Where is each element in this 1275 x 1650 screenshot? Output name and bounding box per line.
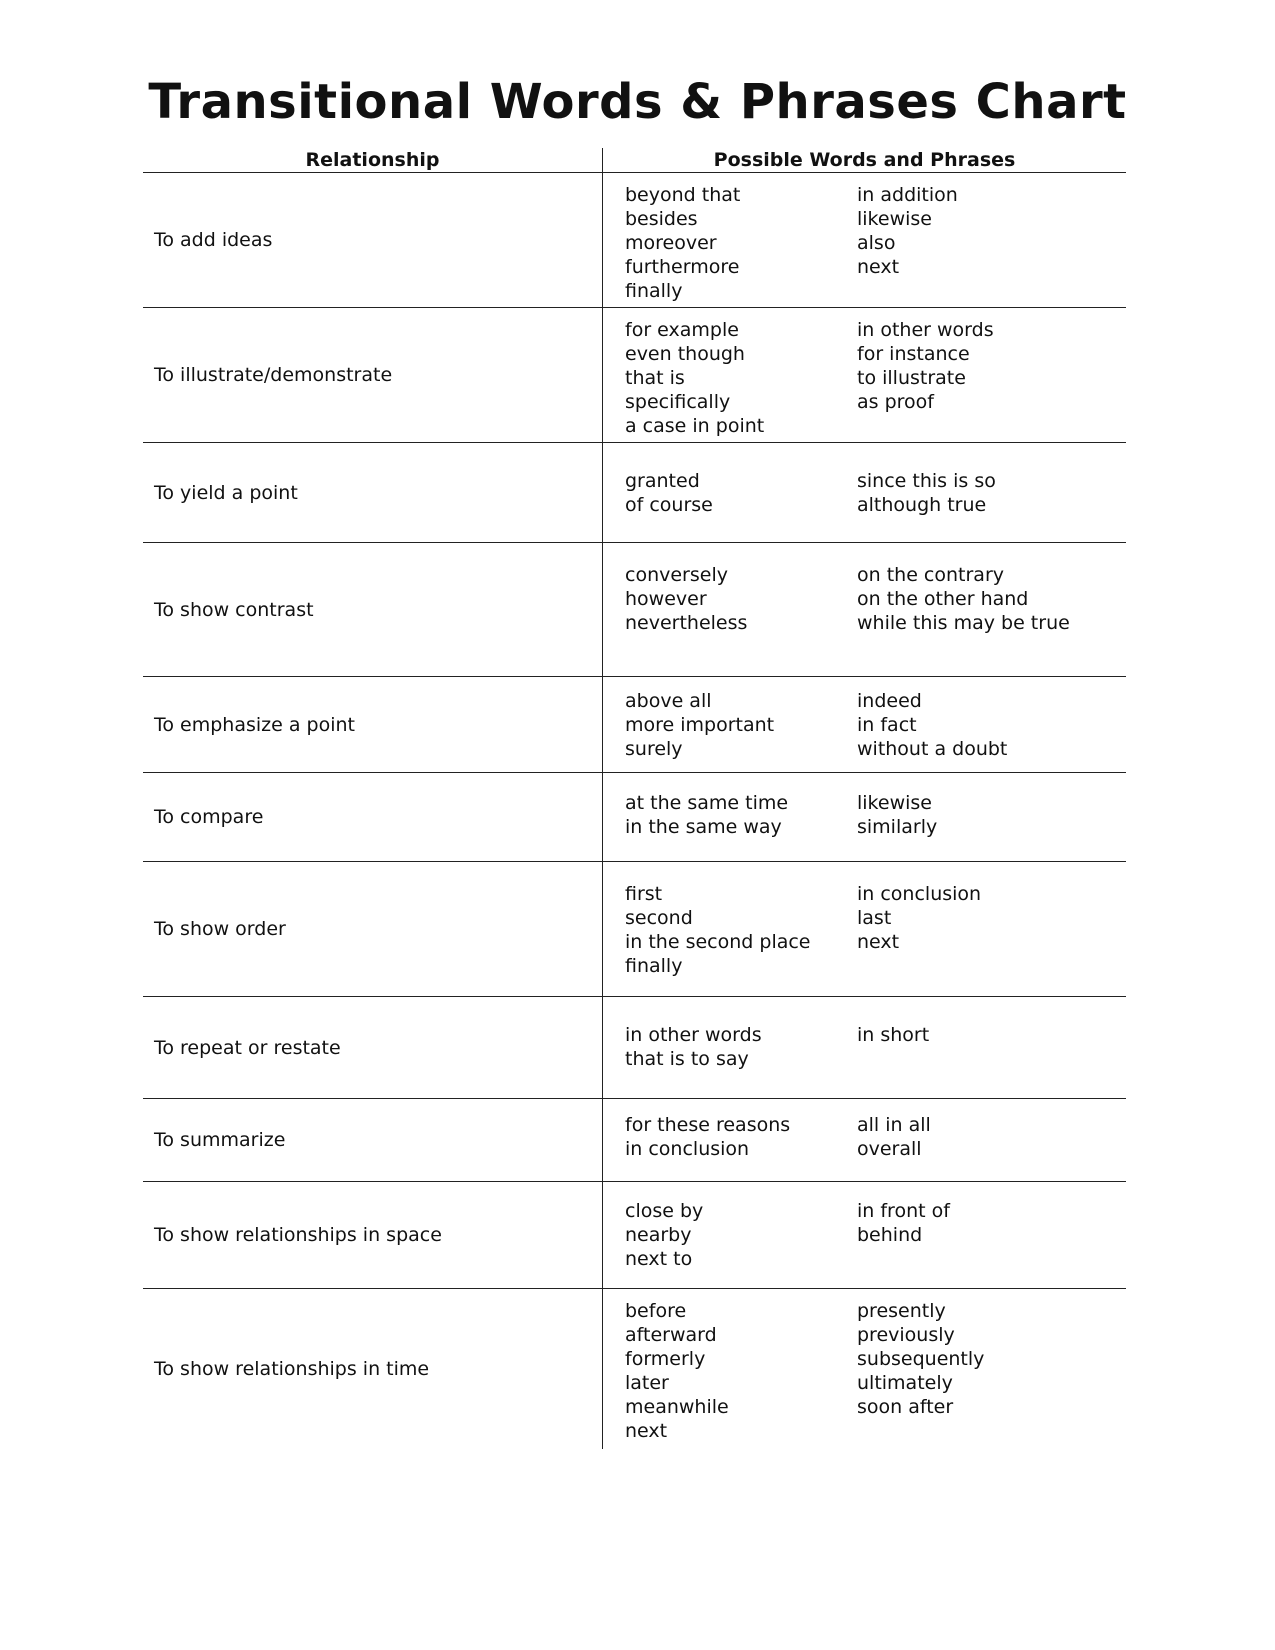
- phrase: in conclusion: [857, 883, 982, 905]
- words-cell: [603, 862, 1126, 996]
- phrase: conversely: [625, 564, 728, 586]
- phrase: nearby: [625, 1224, 692, 1246]
- phrase: in fact: [857, 714, 917, 736]
- relationship-cell: To yield a point: [143, 443, 603, 542]
- words-column: [857, 318, 1117, 442]
- phrase: next to: [625, 1248, 693, 1270]
- phrase: moreover: [625, 232, 717, 254]
- phrase: to illustrate: [857, 367, 966, 389]
- phrase: in short: [857, 1024, 930, 1046]
- phrase: as proof: [857, 391, 934, 413]
- phrase: although true: [857, 494, 987, 516]
- phrase: in other words: [857, 319, 994, 341]
- phrase: on the other hand: [857, 588, 1029, 610]
- phrase: likewise: [857, 792, 932, 814]
- phrase: more important: [625, 714, 775, 736]
- words-cell: [603, 997, 1126, 1098]
- relationship-cell: To add ideas: [143, 173, 603, 307]
- words-column: [857, 563, 1117, 676]
- table-row: [143, 443, 1126, 543]
- phrase: next: [857, 931, 900, 953]
- phrase: for instance: [857, 343, 970, 365]
- phrase: granted: [625, 470, 700, 492]
- phrase: second: [625, 907, 693, 929]
- table-row: [143, 1182, 1126, 1289]
- words-column: [857, 1299, 1117, 1449]
- words-cell: [603, 1289, 1126, 1449]
- phrase: similarly: [857, 816, 938, 838]
- page-title: Transitional Words & Phrases Chart: [148, 74, 1127, 130]
- header-words: Possible Words and Phrases: [713, 149, 1016, 171]
- phrase: presently: [857, 1300, 946, 1322]
- phrase: next: [625, 1420, 668, 1442]
- phrase: first: [625, 883, 663, 905]
- words-column: [857, 882, 1117, 996]
- phrase: furthermore: [625, 256, 740, 278]
- table-row: [143, 773, 1126, 862]
- words-cell: [603, 677, 1126, 772]
- words-cell: [603, 543, 1126, 676]
- words-column: [857, 1113, 1117, 1181]
- table-row: [143, 1289, 1126, 1449]
- words-column: [625, 469, 857, 542]
- phrase: that is to say: [625, 1048, 749, 1070]
- words-cell: [603, 1099, 1126, 1181]
- words-column: [625, 1299, 857, 1449]
- phrase: later: [625, 1372, 669, 1394]
- words-column: [857, 1199, 1117, 1288]
- phrase: besides: [625, 208, 698, 230]
- words-cell: [603, 443, 1126, 542]
- words-column: [625, 791, 857, 861]
- phrase: in front of: [857, 1200, 950, 1222]
- phrase: formerly: [625, 1348, 706, 1370]
- phrase: next: [857, 256, 900, 278]
- phrase: previously: [857, 1324, 955, 1346]
- phrase: close by: [625, 1200, 704, 1222]
- phrase: afterward: [625, 1324, 717, 1346]
- words-column: [625, 1199, 857, 1288]
- phrase: for example: [625, 319, 739, 341]
- phrase: surely: [625, 738, 683, 760]
- table-body: [143, 173, 1126, 1449]
- phrase: likewise: [857, 208, 932, 230]
- words-cell: [603, 173, 1126, 307]
- table-row: [143, 173, 1126, 308]
- relationship-cell: To show relationships in time: [143, 1289, 603, 1449]
- phrase: while this may be true: [857, 612, 1070, 634]
- words-column: [857, 469, 1117, 542]
- words-cell: [603, 1182, 1126, 1288]
- relationship-cell: To compare: [143, 773, 603, 861]
- words-column: [857, 1023, 1117, 1098]
- relationship-cell: To show order: [143, 862, 603, 996]
- phrase: in the second place: [625, 931, 811, 953]
- relationship-cell: To summarize: [143, 1099, 603, 1181]
- relationship-cell: To illustrate/demonstrate: [143, 308, 603, 442]
- table-row: [143, 308, 1126, 443]
- phrase: behind: [857, 1224, 923, 1246]
- phrase: subsequently: [857, 1348, 985, 1370]
- header-relationship: Relationship: [143, 148, 603, 172]
- table-row: [143, 997, 1126, 1099]
- phrase: in conclusion: [625, 1138, 750, 1160]
- table-row: [143, 1099, 1126, 1182]
- table-row: [143, 677, 1126, 773]
- phrase: at the same time: [625, 792, 789, 814]
- words-column: [857, 183, 1117, 307]
- words-column: [625, 689, 857, 772]
- phrase: in the same way: [625, 816, 782, 838]
- words-column: [857, 791, 1117, 861]
- relationship-cell: To repeat or restate: [143, 997, 603, 1098]
- phrase: in addition: [857, 184, 958, 206]
- phrase: of course: [625, 494, 713, 516]
- phrase: even though: [625, 343, 745, 365]
- relationship-cell: To show contrast: [143, 543, 603, 676]
- phrase: specifically: [625, 391, 731, 413]
- relationship-cell: To show relationships in space: [143, 1182, 603, 1288]
- phrase: finally: [625, 955, 683, 977]
- words-column: [625, 563, 857, 676]
- phrase: beyond that: [625, 184, 741, 206]
- phrase: all in all: [857, 1114, 931, 1136]
- phrase: indeed: [857, 690, 922, 712]
- words-column: [625, 183, 857, 307]
- phrase: that is: [625, 367, 685, 389]
- words-column: [625, 882, 857, 996]
- words-column: [625, 1113, 857, 1181]
- words-column: [625, 318, 857, 442]
- phrase: last: [857, 907, 892, 929]
- phrase: however: [625, 588, 707, 610]
- phrase: above all: [625, 690, 712, 712]
- phrase: overall: [857, 1138, 922, 1160]
- transitions-table: [143, 148, 1126, 1449]
- relationship-cell: To emphasize a point: [143, 677, 603, 772]
- phrase: meanwhile: [625, 1396, 729, 1418]
- phrase: finally: [625, 280, 683, 302]
- words-column: [857, 689, 1117, 772]
- phrase: on the contrary: [857, 564, 1004, 586]
- table-row: [143, 862, 1126, 997]
- phrase: soon after: [857, 1396, 954, 1418]
- words-cell: [603, 308, 1126, 442]
- phrase: since this is so: [857, 470, 996, 492]
- phrase: in other words: [625, 1024, 762, 1046]
- phrase: before: [625, 1300, 687, 1322]
- phrase: a case in point: [625, 415, 765, 437]
- phrase: without a doubt: [857, 738, 1008, 760]
- table-row: [143, 543, 1126, 677]
- table-header: [143, 148, 1126, 173]
- phrase: for these reasons: [625, 1114, 791, 1136]
- phrase: also: [857, 232, 896, 254]
- words-column: [625, 1023, 857, 1098]
- phrase: nevertheless: [625, 612, 748, 634]
- phrase: ultimately: [857, 1372, 953, 1394]
- words-cell: [603, 773, 1126, 861]
